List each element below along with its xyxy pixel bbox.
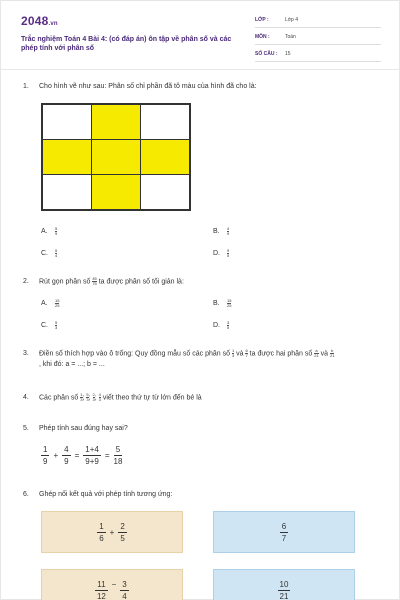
question-number: 1. [23,83,29,90]
question-text: và [236,350,244,358]
shaded-grid-figure [41,103,191,211]
grid-cell-shaded [91,139,141,175]
grid-cell [42,174,92,210]
match-right-item[interactable] [213,511,355,553]
question-text: ta được phân số tối giản là: [98,278,184,286]
question-4: 4. Các phân số $\frac{1}{3}$ ; $\frac{5}{3}$ ; $\frac{2}{3}$ ; $\frac{4}{3}$ viết theo thứ tự từ lớn đến bé là [23,392,202,402]
q1-option-d[interactable] [213,249,229,258]
question-3 [23,349,334,358]
question-text: Cho hình vẽ như sau: Phân số chỉ phần đã tô màu của hình đã cho là: [39,83,257,90]
match-left-item[interactable] [41,511,183,553]
question-text: Rút gọn phân số [39,278,91,286]
fraction: $\frac{1}{6}$ [99,521,104,543]
option-label: C. [41,250,48,258]
fraction: $\frac{3}{4}$ [122,580,127,600]
operator: + [53,451,59,460]
question-text: và [320,350,329,358]
grid-cell-shaded [140,139,190,175]
meta-label: SỐ CÂU : [255,51,278,57]
question-text: Điền số thích hợp vào ô trống: Quy đồng mẫu số các phân số [39,350,230,358]
question-5 [23,425,128,432]
meta-value: Lớp 4 [285,17,299,23]
q1-option-c[interactable] [41,249,57,258]
equals-sign: = [104,451,110,460]
question-1 [23,83,257,90]
grid-cell [140,104,190,140]
grid-cell [42,104,92,140]
operator: − [111,580,117,589]
option-label: D. [213,250,220,258]
equals-sign: = [74,451,80,460]
question-fraction: $\frac{4}{3}$ [98,392,101,402]
grid-cell-shaded [91,104,141,140]
option-fraction: $\frac{5}{9}$ [55,226,58,236]
question-fraction: $\frac{1}{3}$ [80,392,83,402]
document-title: Trắc nghiệm Toán 4 Bài 4: (có đáp án) ôn tập về phân số và các phép tính với phân số [21,36,232,52]
grid-cell [140,174,190,210]
header-divider [1,69,399,70]
question-fraction: $\frac{a}{21}$ [314,348,319,358]
q1-option-b[interactable] [213,227,229,236]
option-fraction: $\frac{15}{25}$ [55,298,60,308]
q2-option-a[interactable] [41,299,59,308]
question-fraction: $\frac{b}{21}$ [329,348,335,358]
question-text: ta được hai phân số [249,350,313,358]
q2-option-d[interactable] [213,321,229,330]
question-number: 2. [23,278,29,286]
fraction: $\frac{1}{9}$ [43,445,48,466]
meta-row-class [255,15,381,28]
meta-row-count [255,49,381,62]
question-2 [23,277,184,286]
operator: + [109,527,115,537]
question-number: 4. [23,394,29,402]
logo-main: 2048 [21,14,49,28]
question-fraction: $\frac{1}{3}$ [231,348,235,358]
option-fraction: $\frac{3}{5}$ [227,320,230,330]
fraction: $\frac{5}{18}$ [113,445,123,466]
fraction: $\frac{4}{9}$ [64,445,69,466]
meta-info [255,15,381,66]
option-label: B. [213,228,220,236]
option-fraction: $\frac{5}{3}$ [55,320,58,330]
match-left-item[interactable] [41,569,183,600]
fraction: $\frac{2}{5}$ [120,521,125,543]
option-fraction: $\frac{15}{25}$ [227,298,232,308]
question-text: viết theo thứ tự từ lớn đến bé là [102,394,202,402]
fraction: $\frac{10}{21}$ [279,580,289,600]
meta-value: Toán [285,34,296,40]
option-label: D. [213,322,220,330]
meta-label: LỚP : [255,17,269,23]
option-label: A. [41,300,48,308]
question-number: 6. [23,491,29,498]
match-right-item[interactable] [213,569,355,600]
meta-label: MÔN : [255,34,270,40]
q2-option-c[interactable] [41,321,57,330]
question-text: Ghép nối kết quả với phép tính tương ứng: [39,491,173,498]
option-fraction: $\frac{4}{9}$ [227,226,230,236]
q1-option-a[interactable] [41,227,57,236]
question-3-line-2 [39,361,105,368]
question-fraction: $\frac{2}{3}$ [92,392,95,402]
question-text: , khi đó: a = ...; b = ... [39,361,105,368]
grid-cell-shaded [42,139,92,175]
option-fraction: $\frac{5}{4}$ [55,248,58,258]
grid-cell-shaded [91,174,141,210]
option-fraction: $\frac{9}{5}$ [227,248,230,258]
question-fraction: $\frac{5}{3}$ [86,392,89,402]
fraction: $\frac{11}{12}$ [96,580,106,600]
option-label: C. [41,322,48,330]
q2-option-b[interactable] [213,299,231,308]
header [1,1,399,65]
question-number: 3. [23,350,29,358]
option-label: A. [41,228,48,236]
fraction: $\frac{1+4}{9+9}$ [85,445,99,466]
question-fraction: $\frac{45}{75}$ [92,276,97,286]
fraction: $\frac{6}{7}$ [281,521,287,543]
logo[interactable] [21,14,58,28]
question-number: 5. [23,425,29,432]
meta-row-subject [255,32,381,45]
question-text: Các phân số [39,394,79,402]
fraction-equation [39,445,124,466]
logo-suffix: .vn [48,21,58,27]
option-label: B. [213,300,220,308]
meta-value: 15 [285,51,291,57]
question-fraction: $\frac{6}{7}$ [245,348,248,358]
question-text: Phép tính sau đúng hay sai? [39,425,128,432]
question-6 [23,491,172,498]
